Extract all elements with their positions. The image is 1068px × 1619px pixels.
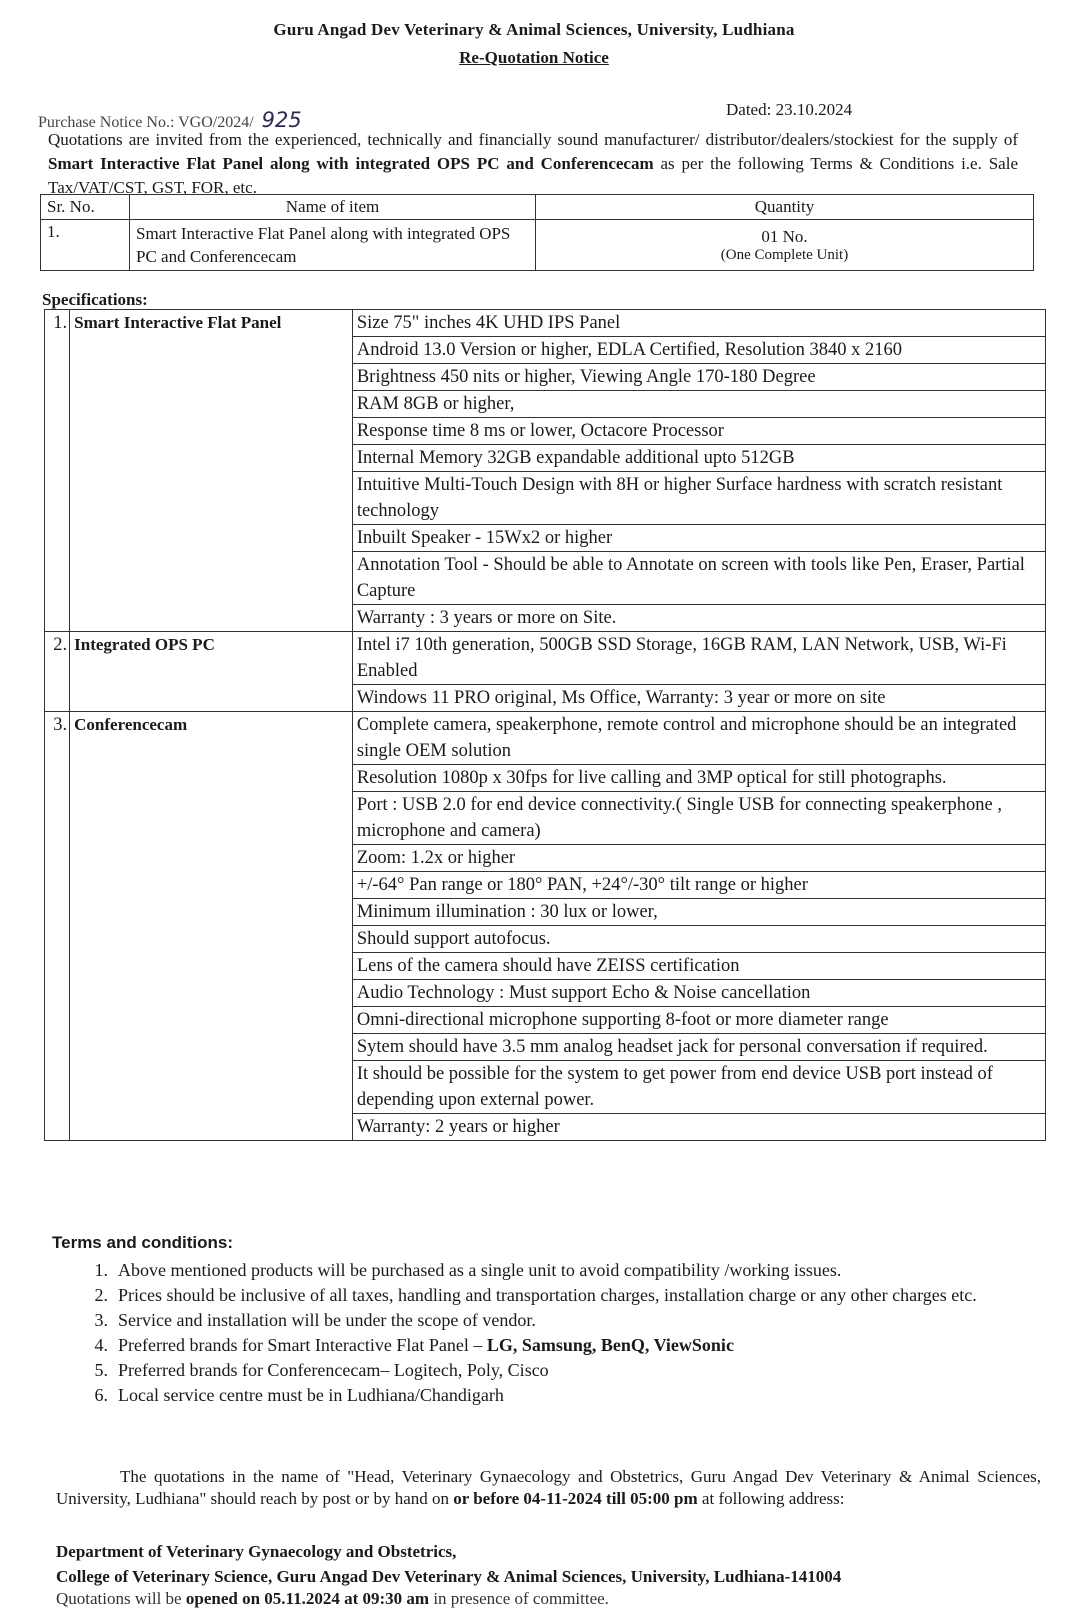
spec-item: Minimum illumination : 30 lux or lower, bbox=[352, 899, 1045, 926]
spec-group-name: Smart Interactive Flat Panel bbox=[70, 310, 353, 632]
term-number: 1. bbox=[94, 1260, 108, 1280]
opening-notice bbox=[56, 1589, 609, 1609]
spec-item: RAM 8GB or higher, bbox=[352, 391, 1045, 418]
term-brands: LG, Samsung, BenQ, ViewSonic bbox=[486, 1335, 734, 1355]
university-name: Guru Angad Dev Veterinary & Animal Sciences, University, Ludhiana bbox=[273, 20, 795, 39]
table-row bbox=[45, 310, 1046, 337]
spec-group-number: 3. bbox=[45, 712, 70, 1141]
item-quantity: 01 No. bbox=[761, 226, 808, 246]
submission-text: The quotations in the name of "Head, Veterinary Gynaecology and Obstetrics, Guru Angad Dev Veterinary & Animal Sciences, University, Ludhiana" should reach by post or by hand on bbox=[56, 1467, 1041, 1508]
spec-group-number: 2. bbox=[45, 632, 70, 712]
spec-item: Resolution 1080p x 30fps for live calling and 3MP optical for still photographs. bbox=[352, 765, 1045, 792]
intro-item-name: Smart Interactive Flat Panel along with integrated OPS PC and Conferencecam bbox=[48, 154, 654, 173]
spec-item: Brightness 450 nits or higher, Viewing Angle 170-180 Degree bbox=[352, 364, 1045, 391]
opening-date-time: opened on 05.11.2024 at 09:30 am bbox=[185, 1589, 430, 1608]
handwritten-notice-number: 925 bbox=[261, 108, 302, 132]
intro-text: Quotations are invited from the experienced, technically and financially sound manufacturer/ distributor/dealers/stockiest for the supply of bbox=[48, 130, 1018, 149]
list-item bbox=[82, 1333, 1042, 1358]
spec-item: Warranty : 3 years or more on Site. bbox=[352, 605, 1045, 632]
spec-item: Inbuilt Speaker - 15Wx2 or higher bbox=[352, 525, 1045, 552]
spec-item: Omni-directional microphone supporting 8-foot or more diameter range bbox=[352, 1007, 1045, 1034]
spec-group-name: Integrated OPS PC bbox=[70, 632, 353, 712]
term-number: 6. bbox=[94, 1385, 108, 1405]
spec-item: Should support autofocus. bbox=[352, 926, 1045, 953]
item-name: Smart Interactive Flat Panel along with integrated OPS PC and Conferencecam bbox=[130, 220, 536, 271]
spec-item: Zoom: 1.2x or higher bbox=[352, 845, 1045, 872]
spec-item: Annotation Tool - Should be able to Annotate on screen with tools like Pen, Eraser, Partial Capture bbox=[352, 552, 1045, 605]
term-text: Preferred brands for Conferencecam– Logitech, Poly, Cisco bbox=[118, 1360, 549, 1380]
terms-list bbox=[82, 1258, 1042, 1408]
address-block bbox=[56, 1539, 1046, 1589]
item-sr-no: 1. bbox=[41, 220, 130, 271]
item-quantity-cell bbox=[536, 220, 1034, 271]
spec-group-number: 1. bbox=[45, 310, 70, 632]
list-item bbox=[82, 1358, 1042, 1383]
term-text: Prices should be inclusive of all taxes, handling and transportation charges, installation charge or any other charges etc. bbox=[118, 1285, 977, 1305]
spec-item: Complete camera, speakerphone, remote control and microphone should be an integrated single OEM solution bbox=[352, 712, 1045, 765]
opening-prefix: Quotations will be bbox=[56, 1589, 186, 1608]
intro-paragraph bbox=[48, 128, 1018, 200]
spec-item: Sytem should have 3.5 mm analog headset jack for personal conversation if required. bbox=[352, 1034, 1045, 1061]
table-row bbox=[41, 220, 1034, 271]
address-line-1: Department of Veterinary Gynaecology and Obstetrics, bbox=[56, 1542, 457, 1561]
specifications-table bbox=[44, 309, 1046, 1141]
spec-item: Size 75" inches 4K UHD IPS Panel bbox=[352, 310, 1045, 337]
term-text: Above mentioned products will be purchased as a single unit to avoid compatibility /working issues. bbox=[118, 1260, 842, 1280]
spec-item: +/-64° Pan range or 180° PAN, +24°/-30° tilt range or higher bbox=[352, 872, 1045, 899]
list-item bbox=[82, 1308, 1042, 1333]
item-table-header bbox=[41, 195, 1034, 220]
spec-item: Port : USB 2.0 for end device connectivity.( Single USB for connecting speakerphone , microphone and camera) bbox=[352, 792, 1045, 845]
spec-item: Windows 11 PRO original, Ms Office, Warranty: 3 year or more on site bbox=[352, 685, 1045, 712]
spec-group-name: Conferencecam bbox=[70, 712, 353, 1141]
spec-item: Audio Technology : Must support Echo & Noise cancellation bbox=[352, 980, 1045, 1007]
notice-title: Re-Quotation Notice bbox=[459, 48, 609, 67]
spec-item: Android 13.0 Version or higher, EDLA Certified, Resolution 3840 x 2160 bbox=[352, 337, 1045, 364]
term-text: Service and installation will be under the scope of vendor. bbox=[118, 1310, 536, 1330]
table-row bbox=[45, 632, 1046, 685]
opening-suffix: in presence of committee. bbox=[429, 1589, 609, 1608]
column-header-quantity: Quantity bbox=[536, 195, 1034, 220]
term-number: 4. bbox=[94, 1335, 108, 1355]
spec-item: Response time 8 ms or lower, Octacore Processor bbox=[352, 418, 1045, 445]
column-header-item-name: Name of item bbox=[130, 195, 536, 220]
item-table bbox=[40, 194, 1034, 271]
column-header-sr-no: Sr. No. bbox=[41, 195, 130, 220]
list-item bbox=[82, 1283, 1042, 1308]
purchase-notice-label: Purchase Notice No.: VGO/2024/ bbox=[38, 114, 254, 131]
submission-deadline: or before 04-11-2024 till 05:00 pm bbox=[453, 1489, 698, 1508]
term-number: 5. bbox=[94, 1360, 108, 1380]
term-number: 3. bbox=[94, 1310, 108, 1330]
table-row bbox=[45, 712, 1046, 765]
submission-text-end: at following address: bbox=[697, 1489, 845, 1508]
address-line-2: College of Veterinary Science, Guru Angad Dev Veterinary & Animal Sciences, University, Ludhiana-141004 bbox=[56, 1567, 842, 1586]
spec-item: Internal Memory 32GB expandable additional upto 512GB bbox=[352, 445, 1045, 472]
spec-item: It should be possible for the system to get power from end device USB port instead of depending upon external power. bbox=[352, 1061, 1045, 1114]
specifications-label: Specifications: bbox=[42, 290, 148, 309]
spec-item: Warranty: 2 years or higher bbox=[352, 1114, 1045, 1141]
terms-title: Terms and conditions: bbox=[52, 1233, 234, 1252]
spec-item: Intel i7 10th generation, 500GB SSD Storage, 16GB RAM, LAN Network, USB, Wi-Fi Enabled bbox=[352, 632, 1045, 685]
spec-item: Intuitive Multi-Touch Design with 8H or higher Surface hardness with scratch resistant technology bbox=[352, 472, 1045, 525]
notice-date: Dated: 23.10.2024 bbox=[726, 100, 853, 119]
term-text: Local service centre must be in Ludhiana/Chandigarh bbox=[118, 1385, 504, 1405]
intro-text-end: as per the following Terms & Conditions i.e. Sale Tax/VAT/CST, GST, FOR, etc. bbox=[48, 154, 1018, 197]
list-item bbox=[82, 1383, 1042, 1408]
term-number: 2. bbox=[94, 1285, 108, 1305]
submission-paragraph bbox=[56, 1466, 1041, 1510]
list-item bbox=[82, 1258, 1042, 1283]
item-quantity-note: (One Complete Unit) bbox=[720, 246, 849, 263]
spec-item: Lens of the camera should have ZEISS certification bbox=[352, 953, 1045, 980]
term-text: Preferred brands for Smart Interactive Flat Panel – bbox=[118, 1335, 487, 1355]
